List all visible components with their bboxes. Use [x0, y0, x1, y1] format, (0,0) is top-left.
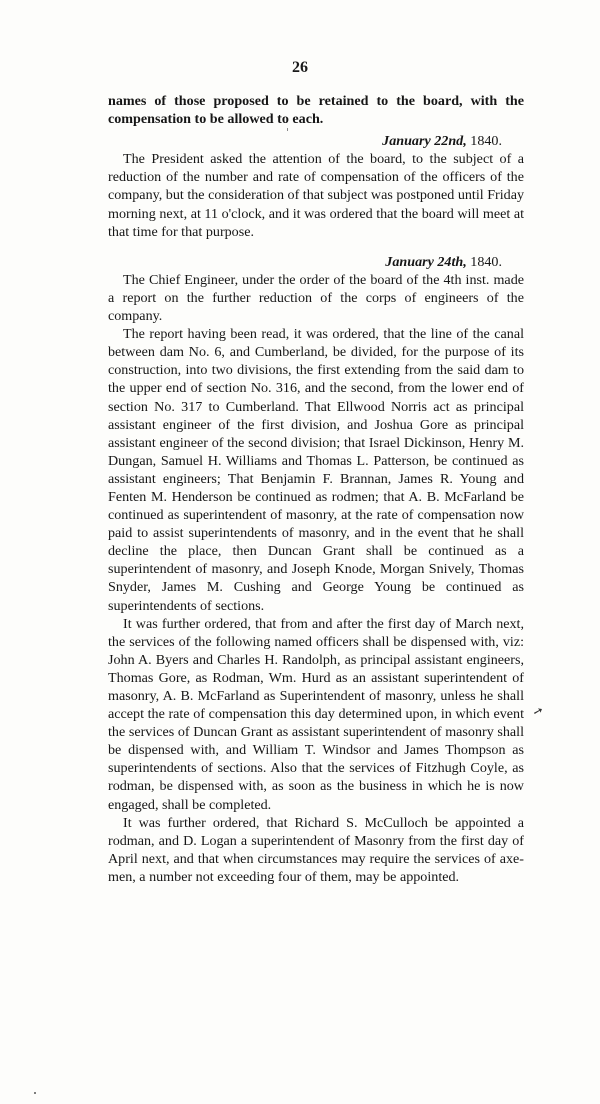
- paragraph-president: The President asked the attention of the board, to the subject of a reduction of the number and rate of compensation of the officers of the company, but the consideration of that subject was postponed until Friday morning next, at 11 o'clock, and it was ordered that the board will meet at that time for that purpose.: [108, 151, 524, 240]
- date-heading-2-month: January 24th,: [385, 253, 467, 270]
- date-heading-1: [108, 132, 524, 150]
- paragraph-continued: names of those proposed to be retained to the board, with the compensation to be allowed to each.: [108, 93, 524, 128]
- date-heading-2: [108, 253, 524, 271]
- paragraph-chief-engineer: The Chief Engineer, under the order of the board of the 4th inst. made a report on the further reduction of the corps of engineers of the company.: [108, 271, 524, 325]
- corner-speck: [34, 1092, 36, 1094]
- paragraph-further-ordered-2: It was further ordered, that Richard S. McCulloch be appointed a rodman, and D. Logan a superintendent of Masonry from the first day of April next, and that when circumstances may require the services of axe-men, a number not exceeding four of them, may be appointed.: [108, 814, 524, 885]
- body-text: [108, 92, 524, 886]
- paragraph-report-ordered: The report having been read, it was ordered, that the line of the canal between dam No. 6, and Cumberland, be divided, for the purpose of its construction, into two divisions, the first extending from the said dam to the upper end of section No. 316, and the second, from the lower end of section No. 317 to Cumberland. That Ellwood Norris act as principal assistant engineer of the first division, and Joshua Gore as principal assistant engineer of the second division; that Israel Dickinson, Henry M. Dungan, Samuel H. Williams and Thomas L. Patterson, be continued as assistant engineers; That Benjamin F. Brannan, James R. Young and Fenten M. Henderson be continued as rodmen; that A. B. McFarland be continued as superintendent of masonry, at the rate of compensation now paid to assist superintendents of masonry, and in the event that he shall decline the place, then Duncan Grant shall be continued as a superintendent of masonry, and Joseph Knode, Morgan Snively, Thomas Snyder, James M. Cushing and George Young be continued as superintendents of sections.: [108, 326, 524, 614]
- margin-mark: ➙: [530, 702, 546, 720]
- page-number: 26: [292, 59, 308, 76]
- date-heading-1-month: January 22nd,: [382, 133, 467, 150]
- date-heading-1-year: 1840.: [470, 133, 502, 150]
- paragraph-further-ordered-1: It was further ordered, that from and after the first day of March next, the services of the following named officers shall be dispensed with, viz: John A. Byers and Charles H. Randolph, as principal assistant engineers, Thomas Gore, as Rodman, Wm. Hurd as an assistant superintendent of masonry, A. B. McFarland as Superintendent of masonry, unless he shall accept the rate of compensation this day determined upon, in which event the services of Duncan Grant as assistant superintendent of masonry shall be dispensed with, and William T. Windsor and James Thompson as superintendents of sections. Also that the services of Fitzhugh Coyle, as rodman, be dispensed with, as soon as the business in which he is now engaged, shall be completed.: [108, 615, 524, 813]
- date-heading-2-year: 1840.: [470, 253, 502, 270]
